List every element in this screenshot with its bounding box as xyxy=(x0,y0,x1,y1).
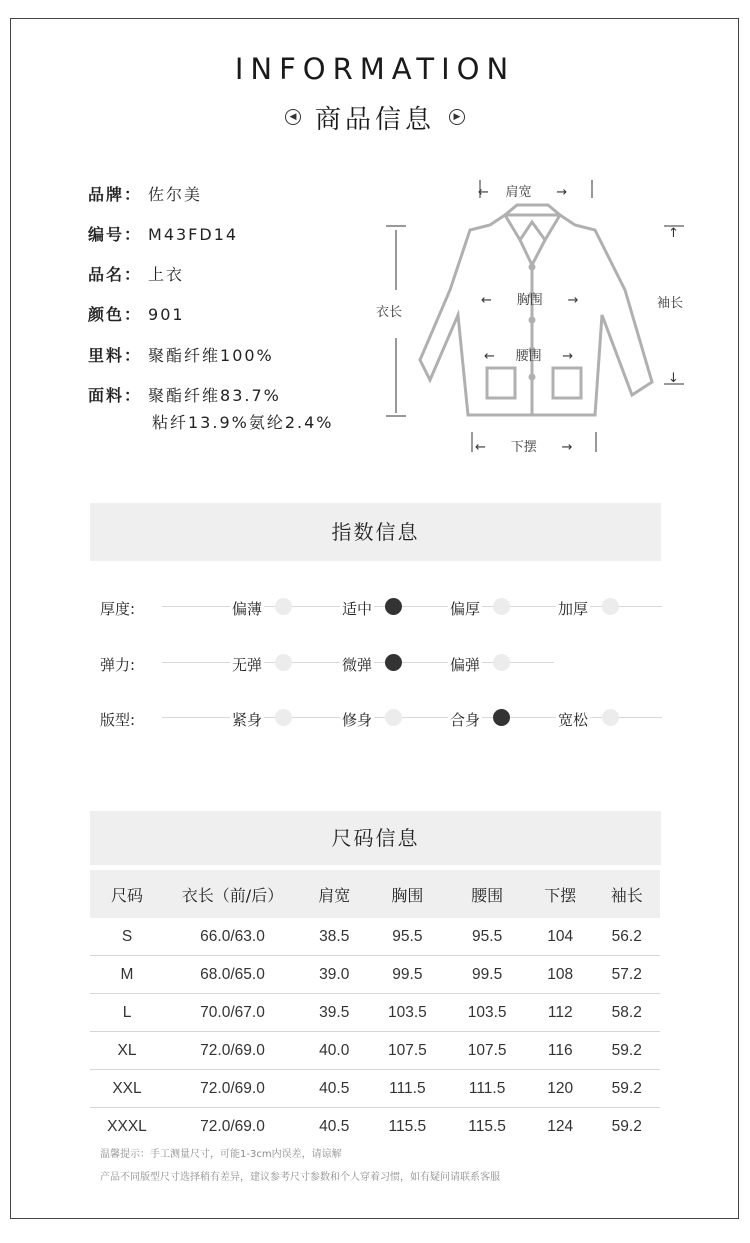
info-key: 品牌： xyxy=(88,185,143,204)
cell: 108 xyxy=(527,956,593,994)
cell: 104 xyxy=(527,918,593,956)
index-dot-selected xyxy=(385,598,402,615)
cell: 103.5 xyxy=(367,994,447,1032)
cell: 40.0 xyxy=(301,1032,367,1070)
note-line-1: 温馨提示：手工测量尺寸，可能1-3cm内误差，请谅解 xyxy=(100,1149,342,1160)
cell: 38.5 xyxy=(301,918,367,956)
table-row xyxy=(90,1108,660,1146)
index-dot xyxy=(493,654,510,671)
table-row xyxy=(90,1070,660,1108)
index-dot xyxy=(602,598,619,615)
info-lining xyxy=(88,343,274,366)
index-dot-selected xyxy=(385,654,402,671)
col-header: 衣长（前/后） xyxy=(164,870,301,918)
label-sleeve: 袖长 xyxy=(657,296,684,311)
cell: 70.0/67.0 xyxy=(164,994,301,1032)
cell: 56.2 xyxy=(593,918,660,956)
table-row xyxy=(90,918,660,956)
cell: XL xyxy=(90,1032,164,1070)
index-option: 微弹 xyxy=(342,656,373,674)
cell: 59.2 xyxy=(593,1070,660,1108)
label-chest xyxy=(481,289,578,308)
info-value: 901 xyxy=(148,305,185,324)
index-dot xyxy=(385,709,402,726)
index-option: 紧身 xyxy=(232,711,263,729)
cell: 95.5 xyxy=(367,918,447,956)
table-row xyxy=(90,994,660,1032)
size-section-title: 尺码信息 xyxy=(90,811,661,865)
info-color xyxy=(88,302,185,325)
index-dot xyxy=(275,598,292,615)
cell: 72.0/69.0 xyxy=(164,1070,301,1108)
left-arrow-icon: ← xyxy=(481,293,492,308)
index-row-label: 弹力: xyxy=(100,656,136,674)
info-key: 面料： xyxy=(88,386,143,405)
waist-label: 腰围 xyxy=(515,349,542,364)
cell: 124 xyxy=(547,1117,574,1135)
right-arrow-icon: → xyxy=(567,293,579,308)
cell: S xyxy=(90,918,164,956)
info-fabric xyxy=(88,383,281,406)
chest-label: 胸围 xyxy=(516,293,543,308)
cell: 39.5 xyxy=(301,994,367,1032)
cell: 111.5 xyxy=(367,1070,447,1108)
index-dot xyxy=(493,598,510,615)
info-name xyxy=(88,262,184,285)
info-fabric-line2 xyxy=(152,410,333,433)
index-dot-selected xyxy=(493,709,510,726)
left-arrow-icon: ← xyxy=(475,440,486,455)
cell: 115.5 xyxy=(468,1117,506,1135)
jacket-body xyxy=(420,215,652,415)
cell: 107.5 xyxy=(367,1032,447,1070)
col-header: 胸围 xyxy=(367,870,447,918)
cell: 116 xyxy=(527,1032,593,1070)
cell: 40.5 xyxy=(319,1117,350,1135)
info-key: 颜色： xyxy=(88,305,143,324)
note-line-2: 产品不同版型尺寸选择稍有差异，建议参考尺寸参数和个人穿着习惯，如有疑问请联系客服 xyxy=(100,1172,500,1183)
index-option: 偏厚 xyxy=(450,600,481,618)
col-header: 腰围 xyxy=(447,870,527,918)
cell: 72.0/69.0 xyxy=(200,1117,265,1135)
info-key: 品名： xyxy=(88,265,143,284)
cell: 58.2 xyxy=(593,994,660,1032)
label-hem xyxy=(475,436,572,455)
label-waist xyxy=(484,345,573,364)
cell: 103.5 xyxy=(447,994,527,1032)
cell: XXL xyxy=(90,1070,164,1108)
cell: 111.5 xyxy=(447,1070,527,1108)
cell: 59.2 xyxy=(593,1032,660,1070)
title-english: INFORMATION xyxy=(234,52,516,86)
info-value: 上衣 xyxy=(148,265,185,284)
right-arrow-icon: → xyxy=(561,440,573,455)
col-header: 肩宽 xyxy=(301,870,367,918)
info-value: 粘纤13.9%氨纶2.4% xyxy=(152,413,334,432)
cell: 99.5 xyxy=(367,956,447,994)
index-option: 适中 xyxy=(342,600,373,618)
index-dot xyxy=(275,654,292,671)
hem-label: 下摆 xyxy=(510,440,537,455)
cell: 40.5 xyxy=(301,1070,367,1108)
col-header: 袖长 xyxy=(593,870,660,918)
shoulder-label: 肩宽 xyxy=(505,185,532,200)
cell: 39.0 xyxy=(301,956,367,994)
left-arrow-icon: ← xyxy=(484,349,495,364)
up-arrow-icon: ↑ xyxy=(668,226,679,241)
cell: 107.5 xyxy=(447,1032,527,1070)
info-value: M43FD14 xyxy=(148,225,239,244)
index-option: 加厚 xyxy=(558,600,589,618)
title-chinese: 商品信息 xyxy=(314,104,435,135)
cell: 68.0/65.0 xyxy=(164,956,301,994)
info-value: 聚酯纤维100% xyxy=(148,346,274,365)
info-value: 聚酯纤维83.7% xyxy=(148,386,281,405)
cell: L xyxy=(90,994,164,1032)
cell: 72.0/69.0 xyxy=(164,1032,301,1070)
info-value: 佐尔美 xyxy=(148,185,203,204)
index-row-label: 厚度: xyxy=(100,600,136,618)
garment-diagram xyxy=(370,170,710,460)
index-option: 宽松 xyxy=(558,711,589,729)
right-arrow-icon: → xyxy=(556,185,568,200)
col-header: 尺码 xyxy=(90,870,164,918)
table-row xyxy=(90,1032,660,1070)
index-dot xyxy=(602,709,619,726)
cell: 57.2 xyxy=(593,956,660,994)
info-key: 里料： xyxy=(88,346,143,365)
cell: 112 xyxy=(527,994,593,1032)
index-option: 偏弹 xyxy=(450,656,481,674)
size-table xyxy=(90,870,660,1145)
col-header: 下摆 xyxy=(527,870,593,918)
cell: 95.5 xyxy=(447,918,527,956)
index-row-label: 版型: xyxy=(100,711,136,729)
jacket-collar xyxy=(505,205,560,240)
circle-right-arrow-icon: ▶ xyxy=(449,109,465,125)
cell: 115.5 xyxy=(388,1117,427,1135)
right-arrow-icon: → xyxy=(562,349,574,364)
label-shoulder xyxy=(478,181,567,200)
info-key: 编号： xyxy=(88,225,143,244)
table-row xyxy=(90,956,660,994)
index-option: 无弹 xyxy=(232,656,263,674)
info-code xyxy=(88,222,238,245)
info-brand xyxy=(88,182,202,205)
cell: XXXL xyxy=(107,1117,147,1135)
index-option: 修身 xyxy=(342,711,373,729)
title-chinese-row xyxy=(0,98,750,136)
cell: 120 xyxy=(527,1070,593,1108)
cell: 99.5 xyxy=(447,956,527,994)
label-length: 衣长 xyxy=(376,305,403,320)
cell: 59.2 xyxy=(611,1117,642,1135)
circle-left-arrow-icon: ◀ xyxy=(285,109,301,125)
index-option: 偏薄 xyxy=(232,600,263,618)
index-option: 合身 xyxy=(450,711,481,729)
cell: 66.0/63.0 xyxy=(164,918,301,956)
index-section-title: 指数信息 xyxy=(90,503,661,561)
left-arrow-icon: ← xyxy=(478,185,489,200)
index-dot xyxy=(275,709,292,726)
cell: M xyxy=(90,956,164,994)
down-arrow-icon: ↓ xyxy=(668,371,679,386)
size-table-header xyxy=(90,870,660,918)
